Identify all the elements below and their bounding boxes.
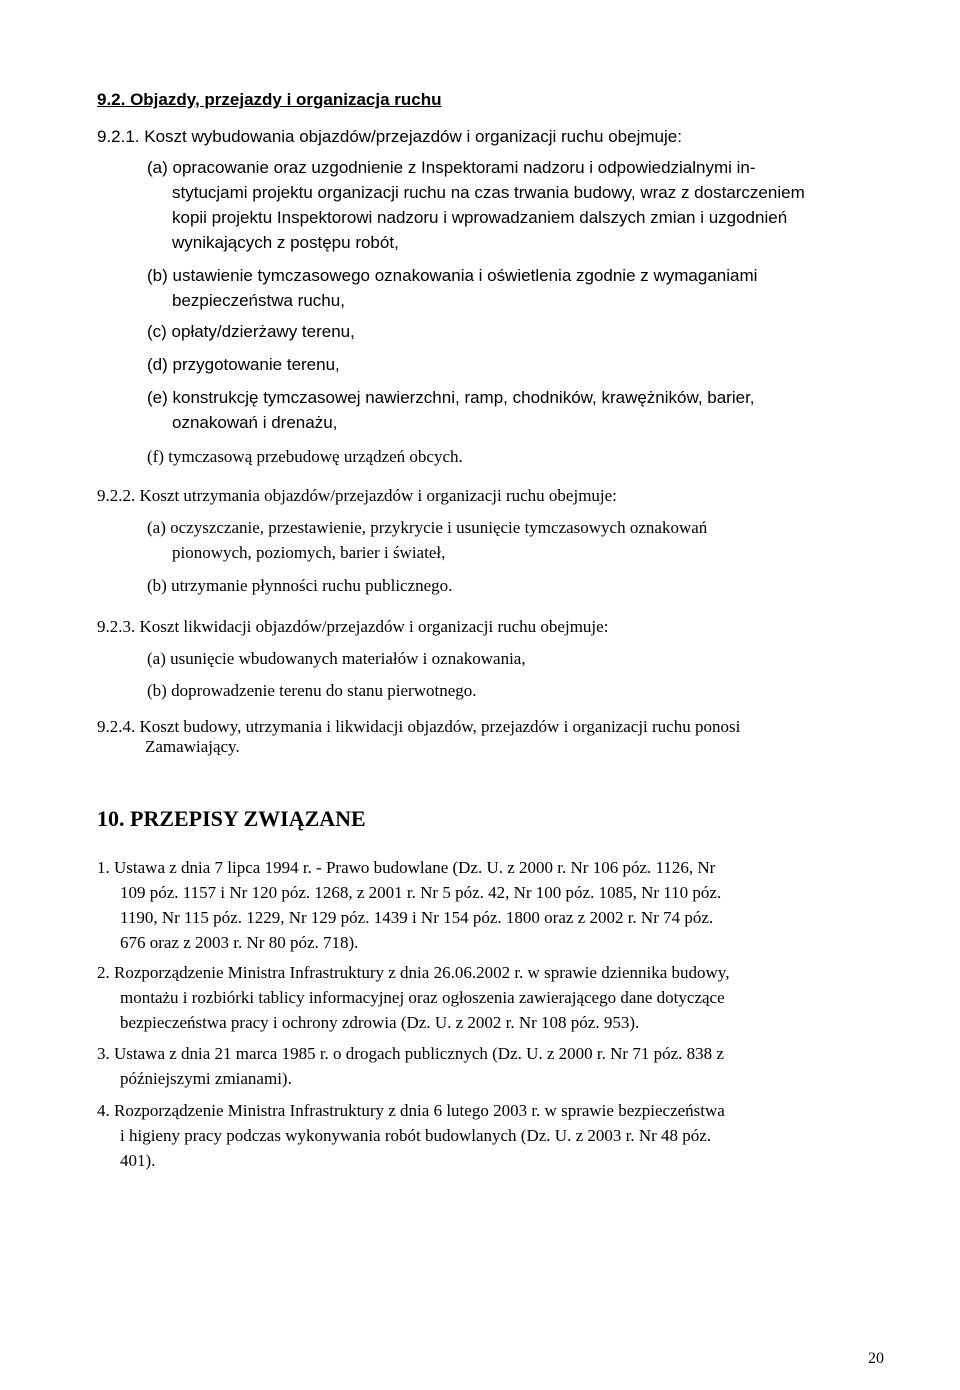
paragraph-9-2-4-line-2: Zamawiający.: [145, 737, 240, 756]
chapter-10-heading: 10. PRZEPISY ZWIĄZANE: [97, 806, 366, 831]
reference-3-line-1: 3. Ustawa z dnia 21 marca 1985 r. o drogach publicznych (Dz. U. z 2000 r. Nr 71 póz. 838 z: [97, 1044, 724, 1063]
list-item-f: (f) tymczasową przebudowę urządzeń obcych.: [147, 447, 463, 466]
section-heading: 9.2. Objazdy, przejazdy i organizacja ruchu: [97, 90, 442, 109]
list-item-b3: (b) doprowadzenie terenu do stanu pierwotnego.: [147, 681, 477, 700]
list-item-a-line-3: kopii projektu Inspektorowi nadzoru i wprowadzaniem dalszych zmian i uzgodnień: [172, 208, 788, 227]
list-item-a-line-4: wynikających z postępu robót,: [172, 233, 399, 252]
list-item-a3: (a) usunięcie wbudowanych materiałów i oznakowania,: [147, 649, 526, 668]
reference-1-line-2: 109 póz. 1157 i Nr 120 póz. 1268, z 2001 r. Nr 5 póz. 42, Nr 100 póz. 1085, Nr 110 póz.: [120, 883, 722, 902]
list-item-a2-line-1: (a) oczyszczanie, przestawienie, przykrycie i usunięcie tymczasowych oznakowań: [147, 518, 708, 537]
reference-4-line-2: i higieny pracy podczas wykonywania robót budowlanych (Dz. U. z 2003 r. Nr 48 póz.: [120, 1126, 712, 1145]
reference-1-line-3: 1190, Nr 115 póz. 1229, Nr 129 póz. 1439 i Nr 154 póz. 1800 oraz z 2002 r. Nr 74 póz.: [120, 908, 714, 927]
paragraph-9-2-3-lead: 9.2.3. Koszt likwidacji objazdów/przejazdów i organizacji ruchu obejmuje:: [97, 617, 609, 636]
list-item-d: (d) przygotowanie terenu,: [147, 355, 340, 374]
list-item-b-line-1: (b) ustawienie tymczasowego oznakowania i oświetlenia zgodnie z wymaganiami: [147, 266, 758, 285]
list-item-a2-line-2: pionowych, poziomych, barier i świateł,: [172, 543, 446, 562]
reference-1-line-1: 1. Ustawa z dnia 7 lipca 1994 r. - Prawo budowlane (Dz. U. z 2000 r. Nr 106 póz. 1126, Nr: [97, 858, 716, 877]
list-item-b-line-2: bezpieczeństwa ruchu,: [172, 291, 345, 310]
paragraph-9-2-1-lead: 9.2.1. Koszt wybudowania objazdów/przejazdów i organizacji ruchu obejmuje:: [97, 127, 682, 146]
list-item-b2: (b) utrzymanie płynności ruchu publicznego.: [147, 576, 453, 595]
list-item-e-line-2: oznakowań i drenażu,: [172, 413, 338, 432]
page-number: 20: [868, 1350, 884, 1367]
paragraph-9-2-4-line-1: 9.2.4. Koszt budowy, utrzymania i likwidacji objazdów, przejazdów i organizacji ruchu ponosi: [97, 717, 741, 736]
list-item-a-line-1: (a) opracowanie oraz uzgodnienie z Inspektorami nadzoru i odpowiedzialnymi in-: [147, 158, 756, 177]
reference-2-line-2: montażu i rozbiórki tablicy informacyjnej oraz ogłoszenia zawierającego dane dotyczące: [120, 988, 725, 1007]
reference-2-line-3: bezpieczeństwa pracy i ochrony zdrowia (Dz. U. z 2002 r. Nr 108 póz. 953).: [120, 1013, 640, 1032]
reference-3-line-2: późniejszymi zmianami).: [120, 1069, 292, 1088]
list-item-c: (c) opłaty/dzierżawy terenu,: [147, 322, 355, 341]
reference-1-line-4: 676 oraz z 2003 r. Nr 80 póz. 718).: [120, 933, 359, 952]
list-item-a-line-2: stytucjami projektu organizacji ruchu na czas trwania budowy, wraz z dostarczeniem: [172, 183, 805, 202]
paragraph-9-2-2-lead: 9.2.2. Koszt utrzymania objazdów/przejazdów i organizacji ruchu obejmuje:: [97, 486, 617, 505]
list-item-e-line-1: (e) konstrukcję tymczasowej nawierzchni, ramp, chodników, krawężników, barier,: [147, 388, 755, 407]
reference-2-line-1: 2. Rozporządzenie Ministra Infrastruktury z dnia 26.06.2002 r. w sprawie dziennika budowy,: [97, 963, 730, 982]
reference-4-line-1: 4. Rozporządzenie Ministra Infrastruktury z dnia 6 lutego 2003 r. w sprawie bezpieczeństwa: [97, 1101, 725, 1120]
reference-4-line-3: 401).: [120, 1151, 156, 1170]
